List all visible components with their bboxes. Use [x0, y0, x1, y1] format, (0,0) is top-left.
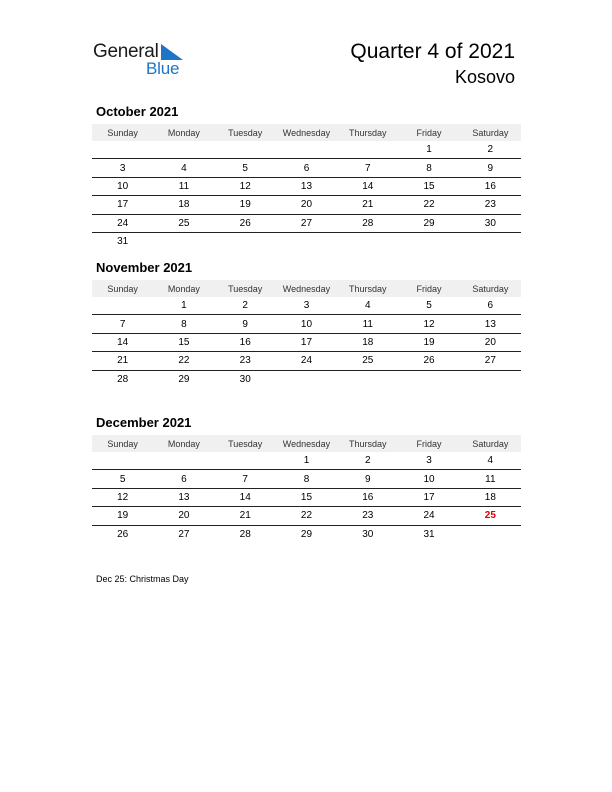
week-row: [92, 233, 521, 250]
weekday-header-row: [92, 435, 521, 452]
day-cell: 18: [178, 199, 190, 211]
day-cell: 15: [178, 336, 190, 348]
day-cell: 5: [242, 162, 248, 174]
day-cell: 14: [117, 336, 129, 348]
week-row: [92, 334, 521, 352]
holiday-day-cell: 25: [484, 510, 496, 522]
day-cell: 23: [362, 510, 374, 522]
day-cell: 30: [239, 373, 251, 385]
day-cell: 16: [239, 336, 251, 348]
day-cell: 23: [484, 199, 496, 211]
day-cell: 7: [119, 318, 126, 330]
day-cell: 4: [364, 300, 371, 312]
weekday-label: Friday: [416, 283, 442, 294]
day-cell: 26: [117, 528, 129, 540]
weekday-label: Sunday: [107, 127, 138, 138]
day-cell: 13: [178, 491, 190, 503]
day-cell: 25: [362, 355, 374, 367]
day-cell: 10: [423, 473, 435, 485]
day-cell: 7: [364, 162, 371, 174]
day-cell: 27: [484, 355, 496, 367]
day-cell: 21: [362, 199, 374, 211]
day-cell: 17: [117, 199, 129, 211]
week-row: [92, 315, 521, 333]
day-cell: 2: [364, 455, 371, 467]
week-row: [92, 470, 521, 488]
day-cell: 9: [364, 473, 371, 485]
day-cell: 31: [423, 528, 435, 540]
day-cell: 22: [178, 355, 190, 367]
day-cell: 14: [239, 491, 251, 503]
day-cell: 6: [181, 473, 187, 485]
logo-text-general: General: [93, 41, 159, 62]
day-cell: 19: [423, 336, 435, 348]
week-row: [92, 159, 521, 177]
logo-triangle-icon: [161, 44, 183, 60]
weekday-header-row: [92, 124, 521, 141]
day-cell: 15: [423, 180, 435, 192]
day-cell: 17: [300, 336, 313, 348]
day-cell: 9: [242, 318, 248, 330]
month-november: [92, 260, 521, 388]
day-cell: 13: [300, 180, 313, 192]
weekday-label: Tuesday: [228, 438, 263, 449]
day-cell: 7: [242, 473, 248, 485]
month-december: [92, 415, 521, 543]
day-cell: 19: [239, 199, 251, 211]
weekday-label: Saturday: [472, 283, 509, 294]
day-cell: 21: [117, 355, 129, 367]
day-cell: 5: [426, 300, 432, 312]
week-row: [92, 215, 521, 233]
day-cell: 11: [485, 473, 496, 485]
day-cell: 22: [300, 510, 313, 522]
day-cell: 21: [239, 510, 251, 522]
day-cell: 28: [239, 528, 251, 540]
day-cell: 1: [426, 144, 432, 156]
day-cell: 25: [178, 217, 190, 229]
day-cell: 4: [181, 162, 187, 174]
week-row: [92, 297, 521, 315]
day-cell: 29: [300, 528, 313, 540]
day-cell: 10: [300, 318, 313, 330]
day-cell: 12: [117, 491, 129, 503]
weekday-label: Monday: [167, 127, 200, 138]
week-row: [92, 507, 521, 525]
day-cell: 15: [300, 491, 313, 503]
day-cell: 26: [239, 217, 251, 229]
day-cell: 28: [117, 373, 129, 385]
week-row: [92, 196, 521, 214]
month-title: December 2021: [96, 415, 192, 430]
day-cell: 11: [178, 180, 190, 192]
month-title: October 2021: [96, 104, 179, 119]
day-cell: 24: [300, 355, 313, 367]
day-cell: 19: [117, 510, 129, 522]
weekday-label: Friday: [416, 127, 442, 138]
day-cell: 29: [178, 373, 190, 385]
day-cell: 24: [423, 510, 435, 522]
day-cell: 27: [178, 528, 190, 540]
weekday-label: Sunday: [107, 283, 138, 294]
week-row: [92, 452, 521, 470]
weekday-label: Thursday: [349, 438, 387, 449]
week-row: [92, 371, 521, 388]
weekday-header-row: [92, 280, 521, 297]
day-cell: 13: [484, 318, 496, 330]
day-cell: 16: [362, 491, 374, 503]
day-cell: 20: [300, 199, 313, 211]
day-cell: 3: [303, 300, 310, 312]
day-cell: 29: [423, 217, 435, 229]
day-cell: 18: [484, 491, 496, 503]
day-cell: 14: [362, 180, 374, 192]
day-cell: 9: [487, 162, 494, 174]
day-cell: 2: [242, 300, 248, 312]
week-row: [92, 352, 521, 370]
month-october: [92, 104, 521, 250]
country-name: Kosovo: [454, 67, 515, 87]
day-cell: 6: [303, 162, 310, 174]
day-cell: 31: [117, 236, 129, 248]
day-cell: 30: [362, 528, 374, 540]
weekday-label: Sunday: [107, 438, 138, 449]
weekday-label: Thursday: [349, 283, 387, 294]
weekday-label: Wednesday: [282, 438, 331, 449]
day-cell: 18: [362, 336, 374, 348]
weekday-label: Monday: [167, 283, 200, 294]
logo-text-blue: Blue: [146, 59, 180, 78]
weekday-label: Tuesday: [228, 283, 263, 294]
day-cell: 8: [181, 318, 187, 330]
holiday-note: Dec 25: Christmas Day: [96, 574, 189, 584]
page-title: Quarter 4 of 2021: [350, 40, 515, 63]
day-cell: 8: [303, 473, 310, 485]
day-cell: 30: [484, 217, 496, 229]
weekday-label: Monday: [167, 438, 200, 449]
day-cell: 17: [423, 491, 435, 503]
week-row: [92, 526, 521, 543]
day-cell: 10: [117, 180, 129, 192]
week-row: [92, 178, 521, 196]
month-title: November 2021: [96, 260, 193, 275]
day-cell: 4: [487, 455, 494, 467]
day-cell: 16: [484, 180, 496, 192]
weekday-label: Thursday: [349, 127, 387, 138]
day-cell: 22: [423, 199, 435, 211]
weekday-label: Saturday: [472, 438, 509, 449]
day-cell: 1: [181, 300, 187, 312]
day-cell: 23: [239, 355, 251, 367]
weekday-label: Friday: [416, 438, 442, 449]
generalblue-logo: [93, 41, 193, 81]
weekday-label: Wednesday: [282, 283, 331, 294]
day-cell: 3: [119, 162, 126, 174]
day-cell: 1: [303, 455, 310, 467]
day-cell: 26: [423, 355, 435, 367]
week-row: [92, 141, 521, 159]
day-cell: 28: [362, 217, 374, 229]
day-cell: 6: [487, 300, 494, 312]
day-cell: 24: [117, 217, 129, 229]
day-cell: 12: [239, 180, 251, 192]
day-cell: 8: [426, 162, 432, 174]
weekday-label: Saturday: [472, 127, 509, 138]
day-cell: 12: [423, 318, 435, 330]
weekday-label: Tuesday: [228, 127, 263, 138]
weekday-label: Wednesday: [282, 127, 331, 138]
day-cell: 20: [484, 336, 496, 348]
day-cell: 20: [178, 510, 190, 522]
week-row: [92, 489, 521, 507]
day-cell: 3: [426, 455, 432, 467]
day-cell: 11: [362, 318, 373, 330]
day-cell: 5: [119, 473, 126, 485]
day-cell: 27: [300, 217, 313, 229]
day-cell: 2: [487, 144, 494, 156]
